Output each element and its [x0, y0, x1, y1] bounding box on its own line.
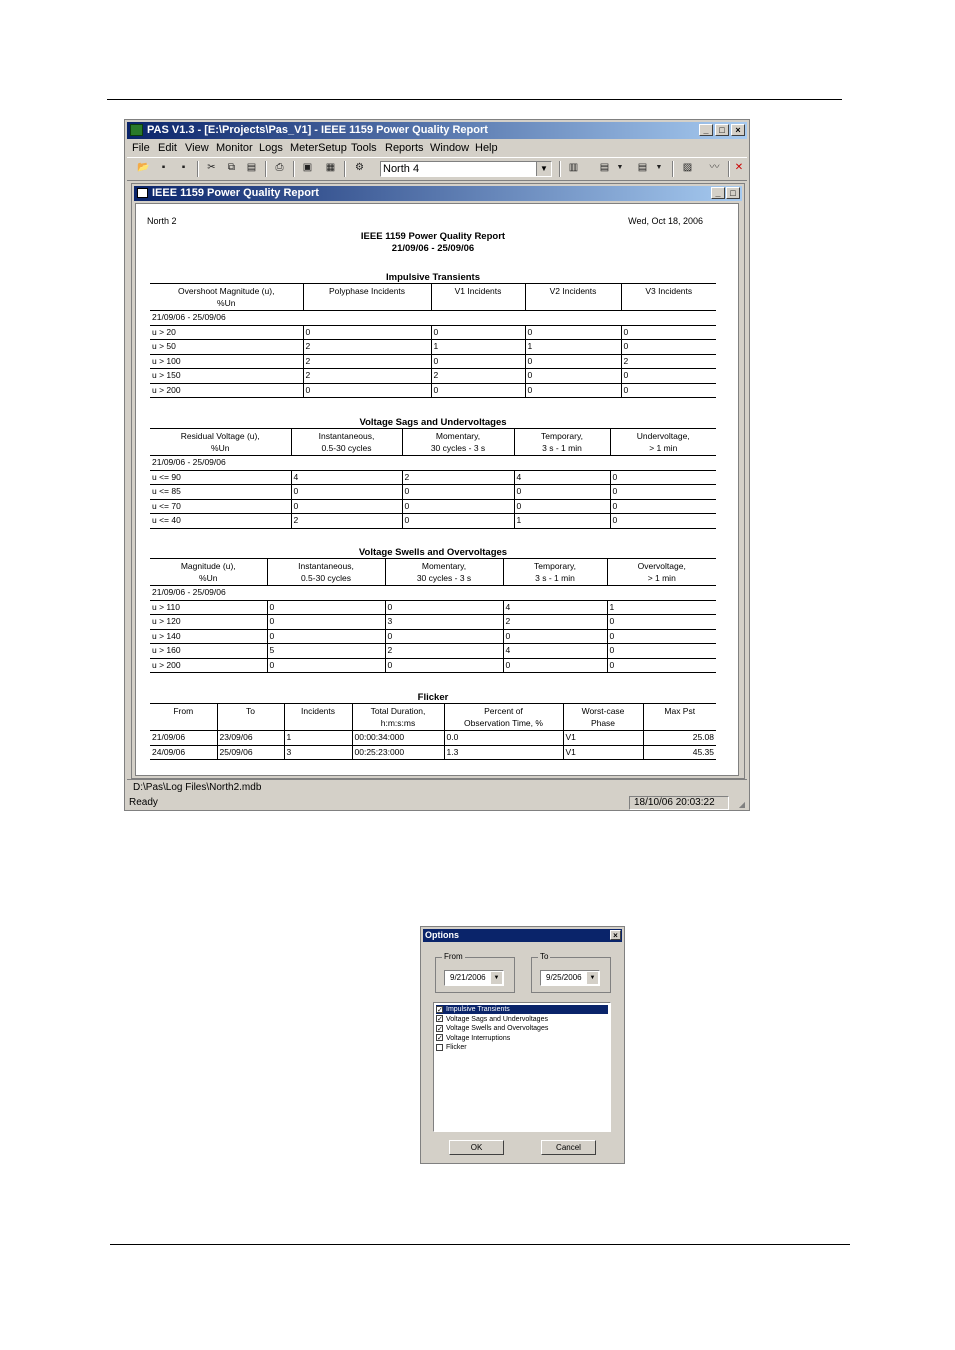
section-list-label: Flicker — [446, 1044, 467, 1051]
resize-grip-icon[interactable]: ◢ — [738, 800, 745, 809]
preview-icon[interactable]: ▣ — [302, 162, 313, 173]
child-restore-icon[interactable]: □ — [726, 187, 740, 199]
cancel-button[interactable]: Cancel — [541, 1140, 596, 1155]
table-cell: 2 — [303, 354, 431, 369]
sags-section-title: Voltage Sags and Undervoltages — [359, 417, 507, 428]
table-cell: 3 — [284, 745, 352, 760]
table-cell: 0 — [402, 499, 514, 514]
table-cell: V1 — [563, 745, 643, 760]
period-row — [150, 456, 716, 471]
app-icon — [130, 124, 143, 136]
table-cell: 21/09/06 — [150, 731, 217, 746]
menu-file[interactable]: File — [132, 142, 150, 154]
toolbar-separator — [344, 161, 346, 177]
table-cell: 0 — [291, 485, 402, 500]
section-list-item[interactable] — [436, 1024, 608, 1033]
toolbar-separator — [728, 161, 730, 177]
open-icon[interactable]: 📂 — [137, 162, 150, 173]
table-cell: u > 160 — [150, 644, 267, 659]
menu-logs[interactable]: Logs — [259, 142, 283, 154]
section-list-label: Voltage Swells and Overvoltages — [446, 1025, 549, 1032]
swells-column-header: Overvoltage, > 1 min — [607, 559, 716, 586]
from-date-value: 9/21/2006 — [450, 973, 486, 982]
toolbar-separator — [197, 161, 199, 177]
table-cell: u > 150 — [150, 369, 303, 384]
options-dialog — [420, 926, 625, 1164]
swells-column-header: Temporary, 3 s - 1 min — [503, 559, 607, 586]
table-cell: 2 — [303, 340, 431, 355]
from-date-picker[interactable] — [444, 970, 504, 986]
checkbox-checked-icon[interactable]: ✓ — [437, 1025, 443, 1033]
print-icon[interactable]: ⎙ — [275, 162, 284, 173]
table-row — [150, 600, 716, 615]
table-cell: u > 50 — [150, 340, 303, 355]
table-cell: 1.3 — [444, 745, 563, 760]
checkbox-unchecked-icon[interactable] — [436, 1044, 443, 1051]
table-cell: 0 — [402, 485, 514, 500]
swells-column-header: Momentary, 30 cycles - 3 s — [385, 559, 503, 586]
period-label: 21/09/06 - 25/09/06 — [150, 586, 716, 601]
table-cell: 5 — [267, 644, 385, 659]
sags-column-header: Temporary, 3 s - 1 min — [514, 429, 610, 456]
footer-rule — [110, 1244, 850, 1245]
table-cell: 1 — [607, 600, 716, 615]
menu-reports[interactable]: Reports — [385, 142, 424, 154]
table-cell: u > 20 — [150, 325, 303, 340]
flicker-column-header: Max Pst — [643, 704, 716, 731]
table-cell: 0 — [525, 369, 621, 384]
graph-icon[interactable]: 〰 — [709, 162, 720, 173]
section-list-item[interactable] — [436, 1034, 608, 1043]
dropdown-arrow-icon[interactable]: ▼ — [655, 164, 663, 171]
table-cell: 25.08 — [643, 731, 716, 746]
sags-column-header: Momentary, 30 cycles - 3 s — [402, 429, 514, 456]
table-cell: 00:00:34:000 — [352, 731, 444, 746]
table-cell: 0 — [267, 615, 385, 630]
swells-column-header: Instantaneous, 0.5-30 cycles — [267, 559, 385, 586]
chevron-down-icon[interactable]: ▼ — [491, 972, 502, 984]
ok-button[interactable]: OK — [449, 1140, 504, 1155]
table-cell: 0 — [525, 354, 621, 369]
table-cell: 0 — [607, 629, 716, 644]
chevron-down-icon[interactable]: ▼ — [536, 162, 551, 176]
table-row — [150, 499, 716, 514]
checkbox-checked-icon[interactable]: ✓ — [437, 1035, 443, 1043]
period-row — [150, 311, 716, 326]
main-window-title: PAS V1.3 - [E:\Projects\Pas_V1] - IEEE 1159 Power Quality Report — [147, 124, 488, 136]
toolbar-separator — [293, 161, 295, 177]
table-cell: 0 — [431, 325, 525, 340]
section-list-item[interactable] — [436, 1005, 608, 1014]
sags-table — [150, 428, 716, 529]
table-cell: 3 — [385, 615, 503, 630]
table-cell: 0 — [385, 600, 503, 615]
table-cell: 0 — [610, 514, 716, 529]
from-label: From — [444, 952, 463, 961]
table-cell: 2 — [402, 470, 514, 485]
table-cell: 0 — [431, 354, 525, 369]
table-cell: u > 200 — [150, 383, 303, 398]
table-cell: 0 — [267, 600, 385, 615]
table-cell: u <= 40 — [150, 514, 291, 529]
options-title: Options — [425, 930, 459, 940]
cut-icon[interactable]: ✂ — [207, 162, 216, 173]
flicker-column-header: Percent of Observation Time, % — [444, 704, 563, 731]
table-cell: 0 — [514, 499, 610, 514]
table-row — [150, 470, 716, 485]
period-label: 21/09/06 - 25/09/06 — [150, 456, 716, 471]
table-cell: 2 — [621, 354, 716, 369]
report-page — [135, 203, 739, 776]
checkbox-checked-icon[interactable]: ✓ — [437, 1016, 443, 1024]
table-cell: u > 100 — [150, 354, 303, 369]
table-cell: 0 — [607, 658, 716, 673]
sags-column-header: Undervoltage, > 1 min — [610, 429, 716, 456]
table-cell: 4 — [503, 600, 607, 615]
status-ready: Ready — [129, 797, 158, 808]
table-cell: 0 — [303, 325, 431, 340]
table-cell: u <= 85 — [150, 485, 291, 500]
transients-table — [150, 283, 716, 398]
table-cell: 2 — [385, 644, 503, 659]
report-icon[interactable]: ▤ — [599, 162, 610, 173]
table-cell: u > 140 — [150, 629, 267, 644]
to-date-value: 9/25/2006 — [546, 973, 582, 982]
file-path: D:\Pas\Log Files\North2.mdb — [133, 782, 262, 793]
table-row — [150, 615, 716, 630]
menu-bar — [127, 140, 747, 156]
image-icon[interactable]: ▨ — [682, 162, 693, 173]
menu-edit[interactable]: Edit — [158, 142, 177, 154]
table-cell: 0 — [514, 485, 610, 500]
table-row — [150, 514, 716, 529]
flicker-section-title: Flicker — [417, 692, 449, 703]
table-cell: 0 — [431, 383, 525, 398]
table-cell: 0 — [267, 658, 385, 673]
flicker-column-header: Worst-case Phase — [563, 704, 643, 731]
table-row — [150, 658, 716, 673]
header-rule — [107, 99, 842, 100]
to-group — [531, 952, 611, 993]
report-child-window — [131, 183, 745, 779]
menu-monitor[interactable]: Monitor — [216, 142, 253, 154]
table-row — [150, 340, 716, 355]
table-row — [150, 354, 716, 369]
network-icon[interactable]: ⚙ — [355, 162, 364, 173]
section-list-item[interactable] — [436, 1015, 608, 1024]
table-cell: u <= 90 — [150, 470, 291, 485]
table-cell: 2 — [431, 369, 525, 384]
exit-icon[interactable]: ✕ — [734, 162, 744, 173]
table-cell: 4 — [514, 470, 610, 485]
section-list-item[interactable] — [436, 1043, 608, 1052]
table-cell: 23/09/06 — [217, 731, 284, 746]
table-cell: 0 — [503, 658, 607, 673]
table-cell: 0 — [621, 325, 716, 340]
table-cell: 0 — [621, 383, 716, 398]
to-date-picker[interactable] — [540, 970, 600, 986]
maximize-icon[interactable]: □ — [715, 124, 729, 136]
table-cell: 0 — [385, 658, 503, 673]
table-cell: u > 120 — [150, 615, 267, 630]
flicker-column-header: Incidents — [284, 704, 352, 731]
period-label: 21/09/06 - 25/09/06 — [150, 311, 716, 326]
main-title-bar[interactable] — [127, 122, 747, 139]
minimize-icon[interactable]: _ — [699, 124, 713, 136]
table-cell: 25/09/06 — [217, 745, 284, 760]
report-period: 21/09/06 - 25/09/06 — [391, 243, 475, 254]
table-cell: 0 — [303, 383, 431, 398]
table-cell: 0 — [610, 499, 716, 514]
properties-icon[interactable]: ▦ — [325, 162, 336, 173]
table-cell: u > 110 — [150, 600, 267, 615]
options-close-icon[interactable]: × — [610, 930, 621, 940]
transients-column-header: V1 Incidents — [431, 284, 525, 311]
menu-view[interactable]: View — [185, 142, 209, 154]
table-row — [150, 325, 716, 340]
swells-section-title: Voltage Swells and Overvoltages — [358, 547, 508, 558]
table-row — [150, 369, 716, 384]
table-row — [150, 745, 716, 760]
section-list-label: Impulsive Transients — [446, 1006, 510, 1013]
sags-column-header: Instantaneous, 0.5-30 cycles — [291, 429, 402, 456]
pas-main-window — [124, 119, 750, 811]
transients-column-header: V3 Incidents — [621, 284, 716, 311]
table-cell: 0 — [607, 644, 716, 659]
table-cell: 0 — [525, 325, 621, 340]
menu-metersetup[interactable]: MeterSetup — [290, 142, 347, 154]
site-selector-value: North 4 — [383, 163, 420, 175]
table-cell: 1 — [284, 731, 352, 746]
table-cell: 2 — [503, 615, 607, 630]
toolbar-separator — [559, 161, 561, 177]
flicker-column-header: To — [217, 704, 284, 731]
table-cell: 0 — [267, 629, 385, 644]
child-title-bar[interactable] — [134, 186, 742, 201]
menu-window[interactable]: Window — [430, 142, 470, 154]
toolbar — [127, 157, 747, 181]
report-sections-list — [433, 1002, 611, 1132]
transients-column-header: V2 Incidents — [525, 284, 621, 311]
table-cell: 45.35 — [643, 745, 716, 760]
dropdown-arrow-icon[interactable]: ▼ — [616, 164, 624, 171]
report-date: Wed, Oct 18, 2006 — [628, 216, 703, 226]
to-label: To — [540, 952, 549, 961]
checkbox-checked-icon[interactable]: ✓ — [437, 1006, 443, 1014]
table-cell: 0 — [525, 383, 621, 398]
menu-tools[interactable]: Tools — [351, 142, 377, 154]
table-cell: 0 — [402, 514, 514, 529]
child-window-title: IEEE 1159 Power Quality Report — [152, 187, 319, 199]
flicker-column-header: From — [150, 704, 217, 731]
status-bar — [127, 795, 747, 810]
table-icon[interactable]: ▥ — [568, 162, 579, 173]
table-cell: 0 — [610, 485, 716, 500]
table-cell: 2 — [303, 369, 431, 384]
section-list-label: Voltage Sags and Undervoltages — [446, 1015, 548, 1023]
table-cell: 2 — [291, 514, 402, 529]
transients-column-header: Overshoot Magnitude (u), %Un — [150, 284, 303, 311]
table-row — [150, 383, 716, 398]
period-row — [150, 586, 716, 601]
table-row — [150, 485, 716, 500]
from-group — [435, 952, 515, 993]
table-cell: 0 — [621, 369, 716, 384]
table-cell: 0.0 — [444, 731, 563, 746]
report-site-name: North 2 — [147, 216, 177, 226]
toolbar-separator — [672, 161, 674, 177]
report-list-icon[interactable]: ▤ — [637, 162, 648, 173]
save-icon[interactable]: ▪ — [161, 162, 166, 173]
save-all-icon[interactable]: ▪ — [181, 162, 186, 173]
toolbar-separator — [265, 161, 267, 177]
table-cell: 0 — [385, 629, 503, 644]
table-row — [150, 644, 716, 659]
table-cell: 0 — [607, 615, 716, 630]
flicker-column-header: Total Duration, h:m:s:ms — [352, 704, 444, 731]
table-cell: 00:25:23:000 — [352, 745, 444, 760]
table-cell: 4 — [291, 470, 402, 485]
sags-column-header: Residual Voltage (u), %Un — [150, 429, 291, 456]
paste-icon[interactable]: ▤ — [246, 162, 257, 173]
chevron-down-icon[interactable]: ▼ — [587, 972, 598, 984]
table-cell: 1 — [514, 514, 610, 529]
document-icon — [137, 188, 148, 198]
table-cell: 0 — [610, 470, 716, 485]
table-cell: 1 — [431, 340, 525, 355]
options-title-bar[interactable] — [423, 929, 622, 942]
site-selector[interactable] — [380, 161, 552, 177]
flicker-table — [150, 703, 716, 760]
status-datetime: 18/10/06 20:03:22 — [629, 796, 729, 810]
child-minimize-icon[interactable]: _ — [711, 187, 725, 199]
transients-column-header: Polyphase Incidents — [303, 284, 431, 311]
table-cell: 1 — [525, 340, 621, 355]
copy-icon[interactable]: ⧉ — [227, 162, 236, 173]
table-cell: u <= 70 — [150, 499, 291, 514]
table-row — [150, 731, 716, 746]
file-path-bar — [127, 779, 747, 795]
table-cell: 0 — [291, 499, 402, 514]
section-list-label: Voltage Interruptions — [446, 1034, 511, 1042]
table-cell: 0 — [503, 629, 607, 644]
table-cell: 24/09/06 — [150, 745, 217, 760]
transients-section-title: Impulsive Transients — [386, 272, 480, 283]
menu-help[interactable]: Help — [475, 142, 498, 154]
report-title: IEEE 1159 Power Quality Report — [360, 231, 506, 242]
table-row — [150, 629, 716, 644]
table-cell: V1 — [563, 731, 643, 746]
table-cell: 0 — [621, 340, 716, 355]
swells-column-header: Magnitude (u), %Un — [150, 559, 267, 586]
swells-table — [150, 558, 716, 673]
table-cell: u > 200 — [150, 658, 267, 673]
close-icon[interactable]: × — [731, 124, 745, 136]
table-cell: 4 — [503, 644, 607, 659]
